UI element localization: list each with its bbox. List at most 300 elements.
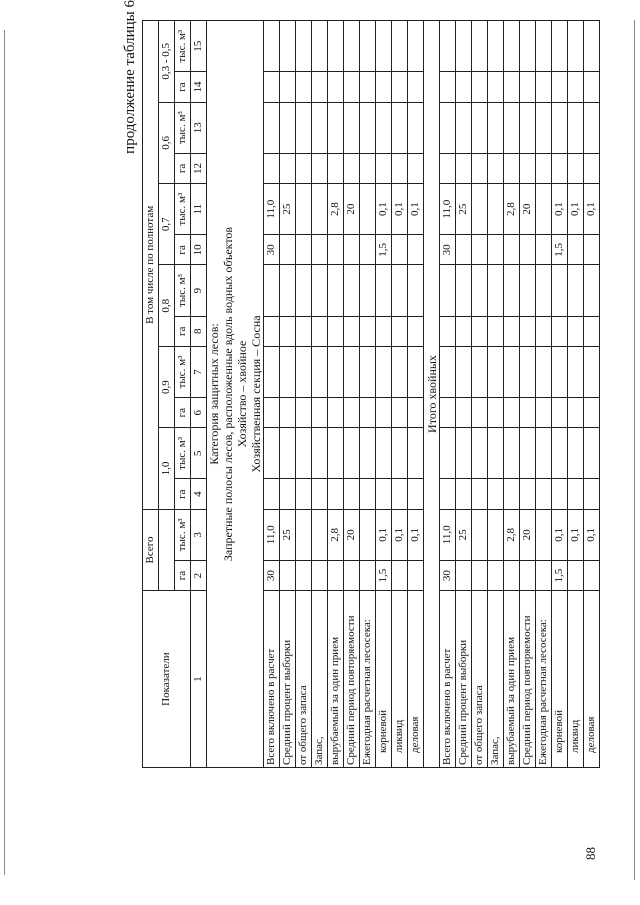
table-cell	[440, 346, 456, 397]
unit-ha: га	[175, 235, 191, 265]
table-cell	[392, 102, 408, 153]
table-cell	[536, 428, 552, 479]
col-number: 4	[191, 479, 207, 509]
table-cell	[536, 21, 552, 72]
row-label: Средний процент выборки	[456, 591, 472, 768]
table-cell	[520, 346, 536, 397]
table-cell	[408, 102, 424, 153]
cell-d07-ha	[360, 235, 376, 265]
table-row	[488, 21, 504, 768]
table-cell	[536, 153, 552, 183]
table-cell	[296, 346, 312, 397]
cell-d07-m3: 0,1	[392, 184, 408, 235]
table-cell	[280, 346, 296, 397]
cell-d07-ha	[584, 235, 600, 265]
table-row	[296, 21, 312, 768]
section-line-2: Запретные полосы лесов, расположенные вдоль водных объектов	[221, 226, 235, 562]
cell-total-ha	[296, 560, 312, 590]
table-cell	[440, 316, 456, 346]
table-cell	[408, 316, 424, 346]
table-cell	[328, 72, 344, 102]
table-row	[360, 21, 376, 768]
table-cell	[568, 265, 584, 316]
table-cell	[536, 72, 552, 102]
page-number: 88	[583, 847, 598, 860]
table-row	[472, 21, 488, 768]
table-cell	[376, 21, 392, 72]
table-cell	[312, 21, 328, 72]
table-cell	[344, 153, 360, 183]
table-cell	[440, 479, 456, 509]
table-cell	[296, 21, 312, 72]
table-cell	[264, 428, 280, 479]
table-cell	[584, 102, 600, 153]
table-cell	[296, 72, 312, 102]
cell-total-m3: 2,8	[328, 509, 344, 560]
cell-total-m3	[296, 509, 312, 560]
row-label: Средний период повторяемости	[344, 591, 360, 768]
table-cell	[488, 72, 504, 102]
table-row	[280, 21, 296, 768]
table-cell	[568, 398, 584, 428]
cell-d07-m3	[360, 184, 376, 235]
table-cell	[520, 102, 536, 153]
table-cell	[584, 428, 600, 479]
table-cell	[584, 265, 600, 316]
table-cell	[456, 102, 472, 153]
cell-total-m3: 20	[520, 509, 536, 560]
table-cell	[360, 265, 376, 316]
section-header	[207, 21, 264, 768]
cell-total-m3: 20	[344, 509, 360, 560]
row-label: Ежегодная расчетная лесосека:	[360, 591, 376, 768]
cell-d07-ha	[456, 235, 472, 265]
table-cell	[536, 346, 552, 397]
table-cell	[264, 398, 280, 428]
table-cell	[504, 72, 520, 102]
table-cell	[392, 21, 408, 72]
col-number: 3	[191, 509, 207, 560]
table-cell	[360, 21, 376, 72]
cell-total-m3: 2,8	[504, 509, 520, 560]
cell-d07-ha	[568, 235, 584, 265]
table-cell	[504, 346, 520, 397]
cell-total-ha	[504, 560, 520, 590]
cell-total-m3	[488, 509, 504, 560]
unit-m3: тыс. м³	[175, 428, 191, 479]
table-cell	[312, 153, 328, 183]
cell-d07-ha: 30	[440, 235, 456, 265]
cell-d07-ha	[488, 235, 504, 265]
col-number: 7	[191, 346, 207, 397]
table-cell	[328, 21, 344, 72]
table-cell	[520, 153, 536, 183]
table-cell	[344, 102, 360, 153]
cell-total-m3: 0,1	[552, 509, 568, 560]
table-row	[504, 21, 520, 768]
table-cell	[376, 346, 392, 397]
cell-d07-m3	[312, 184, 328, 235]
table-cell	[568, 21, 584, 72]
subtotal-header: Итого хвойных	[424, 21, 440, 768]
table-cell	[456, 153, 472, 183]
table-cell	[408, 153, 424, 183]
table-cell	[344, 72, 360, 102]
header-density-6: 0,3 - 0,5	[159, 21, 175, 103]
table-cell	[488, 102, 504, 153]
cell-d07-m3: 25	[280, 184, 296, 235]
rotated-page	[120, 0, 640, 790]
cell-total-ha	[584, 560, 600, 590]
cell-d07-m3	[536, 184, 552, 235]
table-cell	[328, 102, 344, 153]
row-label: от общего запаса	[296, 591, 312, 768]
table-cell	[392, 153, 408, 183]
cell-d07-ha	[408, 235, 424, 265]
table-cell	[280, 102, 296, 153]
table-cell	[328, 316, 344, 346]
table-cell	[312, 72, 328, 102]
table-row	[584, 21, 600, 768]
cell-d07-ha: 1,5	[376, 235, 392, 265]
cell-d07-m3: 2,8	[328, 184, 344, 235]
cell-total-ha	[360, 560, 376, 590]
cell-total-ha	[312, 560, 328, 590]
cell-d07-ha	[296, 235, 312, 265]
row-label: Всего включено в расчет	[264, 591, 280, 768]
table-cell	[488, 21, 504, 72]
cell-d07-m3: 20	[344, 184, 360, 235]
table-cell	[408, 21, 424, 72]
table-cell	[552, 346, 568, 397]
col-number: 2	[191, 560, 207, 590]
table-cell	[520, 428, 536, 479]
table-cell	[296, 102, 312, 153]
cell-total-ha: 30	[440, 560, 456, 590]
cell-total-m3	[360, 509, 376, 560]
section-line-1: Категория защитных лесов:	[207, 323, 221, 465]
cell-total-ha	[408, 560, 424, 590]
row-label: ликвид	[392, 591, 408, 768]
table-cell	[360, 316, 376, 346]
table-cell	[440, 265, 456, 316]
col-number: 9	[191, 265, 207, 316]
cell-d07-m3: 25	[456, 184, 472, 235]
table-cell	[552, 21, 568, 72]
table-cell	[312, 102, 328, 153]
row-label: от общего запаса	[472, 591, 488, 768]
table-cell	[264, 479, 280, 509]
cell-d07-ha	[312, 235, 328, 265]
table-cell	[552, 316, 568, 346]
table-row	[552, 21, 568, 768]
table-cell	[536, 316, 552, 346]
table-cell	[584, 346, 600, 397]
unit-ha: га	[175, 153, 191, 183]
table-cell	[296, 316, 312, 346]
header-density-1: 1,0	[159, 428, 175, 509]
cell-total-ha: 30	[264, 560, 280, 590]
header-density-2: 0,9	[159, 346, 175, 427]
table-cell	[280, 316, 296, 346]
table-cell	[392, 316, 408, 346]
table-cell	[552, 153, 568, 183]
table-cell	[296, 265, 312, 316]
table-cell	[584, 21, 600, 72]
table-cell	[552, 398, 568, 428]
table-cell	[456, 72, 472, 102]
table-cell	[312, 316, 328, 346]
table-cell	[392, 346, 408, 397]
header-density-4: 0,7	[159, 184, 175, 265]
table-cell	[376, 398, 392, 428]
table-cell	[360, 102, 376, 153]
table-cell	[344, 316, 360, 346]
cell-total-ha	[520, 560, 536, 590]
table-cell	[328, 153, 344, 183]
table-cell	[344, 265, 360, 316]
header-by-density: В том числе по полнотам	[143, 21, 159, 510]
cell-total-m3	[312, 509, 328, 560]
table-cell	[440, 72, 456, 102]
table-cell	[488, 398, 504, 428]
section-line-4: Хозяйственная секция – Сосна	[249, 315, 263, 473]
row-label: ликвид	[568, 591, 584, 768]
table-cell	[520, 398, 536, 428]
cell-total-m3	[536, 509, 552, 560]
table-cell	[536, 479, 552, 509]
table-cell	[328, 346, 344, 397]
table-cell	[584, 479, 600, 509]
table-cell	[264, 153, 280, 183]
table-cell	[408, 346, 424, 397]
cell-total-m3: 25	[280, 509, 296, 560]
cell-total-m3: 0,1	[392, 509, 408, 560]
table-cell	[360, 72, 376, 102]
table-cell	[296, 479, 312, 509]
table-cell	[456, 21, 472, 72]
col-number: 12	[191, 153, 207, 183]
col-number: 15	[191, 21, 207, 72]
table-cell	[376, 72, 392, 102]
table-cell	[344, 21, 360, 72]
table-row	[328, 21, 344, 768]
table-cell	[312, 428, 328, 479]
table-cell	[504, 316, 520, 346]
table-cell	[392, 428, 408, 479]
table-cell	[520, 265, 536, 316]
cell-d07-m3: 0,1	[376, 184, 392, 235]
unit-m3: тыс. м³	[175, 509, 191, 560]
cell-total-m3: 11,0	[264, 509, 280, 560]
forest-table	[142, 20, 600, 768]
row-label: корневой	[552, 591, 568, 768]
table-cell	[264, 316, 280, 346]
table-row	[344, 21, 360, 768]
row-label: вырубаемый за один прием	[328, 591, 344, 768]
unit-m3: тыс. м³	[175, 346, 191, 397]
table-cell	[472, 316, 488, 346]
table-cell	[568, 346, 584, 397]
cell-d07-ha	[280, 235, 296, 265]
table-cell	[488, 265, 504, 316]
cell-total-ha	[456, 560, 472, 590]
table-cell	[344, 479, 360, 509]
table-cell	[456, 346, 472, 397]
table-cell	[360, 153, 376, 183]
table-cell	[280, 428, 296, 479]
unit-ha: га	[175, 316, 191, 346]
table-cell	[376, 102, 392, 153]
cell-d07-m3: 2,8	[504, 184, 520, 235]
table-cell	[264, 102, 280, 153]
table-cell	[280, 21, 296, 72]
row-label: вырубаемый за один прием	[504, 591, 520, 768]
cell-d07-ha	[472, 235, 488, 265]
row-label: деловая	[408, 591, 424, 768]
cell-total-m3: 25	[456, 509, 472, 560]
table-cell	[504, 479, 520, 509]
table-cell	[488, 346, 504, 397]
table-cell	[520, 72, 536, 102]
unit-ha: га	[175, 479, 191, 509]
table-cell	[568, 479, 584, 509]
table-row	[440, 21, 456, 768]
table-row	[568, 21, 584, 768]
table-cell	[328, 428, 344, 479]
cell-d07-m3: 11,0	[264, 184, 280, 235]
table-cell	[264, 346, 280, 397]
table-cell	[584, 316, 600, 346]
table-cell	[312, 346, 328, 397]
table-cell	[264, 265, 280, 316]
table-cell	[504, 21, 520, 72]
table-cell	[552, 265, 568, 316]
unit-ha: га	[175, 398, 191, 428]
table-cell	[584, 398, 600, 428]
cell-d07-ha: 30	[264, 235, 280, 265]
table-cell	[280, 479, 296, 509]
cell-total-m3: 11,0	[440, 509, 456, 560]
table-cell	[472, 398, 488, 428]
cell-d07-ha	[392, 235, 408, 265]
table-cell	[472, 428, 488, 479]
column-numbers-row	[191, 21, 207, 768]
table-cell	[392, 265, 408, 316]
table-cell	[456, 398, 472, 428]
table-cell	[280, 265, 296, 316]
table-cell	[376, 428, 392, 479]
table-cell	[440, 153, 456, 183]
cell-d07-m3: 11,0	[440, 184, 456, 235]
table-cell	[552, 479, 568, 509]
table-row	[376, 21, 392, 768]
table-cell	[504, 428, 520, 479]
cell-total-ha: 1,5	[376, 560, 392, 590]
table-cell	[360, 346, 376, 397]
table-row	[264, 21, 280, 768]
unit-ha: га	[175, 560, 191, 590]
table-cell	[472, 153, 488, 183]
table-cell	[504, 398, 520, 428]
row-label: корневой	[376, 591, 392, 768]
row-label: Средний процент выборки	[280, 591, 296, 768]
continuation-title: продолжение таблицы 6	[122, 0, 138, 154]
table-cell	[392, 72, 408, 102]
cell-d07-ha	[328, 235, 344, 265]
cell-d07-m3: 0,1	[568, 184, 584, 235]
table-cell	[376, 265, 392, 316]
table-cell	[312, 398, 328, 428]
table-row	[536, 21, 552, 768]
col-number: 5	[191, 428, 207, 479]
cell-total-ha	[280, 560, 296, 590]
table-cell	[280, 153, 296, 183]
table-cell	[312, 265, 328, 316]
table-cell	[456, 479, 472, 509]
cell-d07-ha	[504, 235, 520, 265]
col-number: 13	[191, 102, 207, 153]
unit-m3: тыс. м³	[175, 102, 191, 153]
cell-total-ha	[344, 560, 360, 590]
table-cell	[328, 398, 344, 428]
table-cell	[488, 428, 504, 479]
cell-total-ha	[488, 560, 504, 590]
cell-d07-ha	[536, 235, 552, 265]
table-cell	[568, 102, 584, 153]
table-cell	[520, 316, 536, 346]
table-cell	[472, 265, 488, 316]
table-cell	[328, 479, 344, 509]
table-cell	[376, 479, 392, 509]
cell-total-m3: 0,1	[568, 509, 584, 560]
table-cell	[264, 21, 280, 72]
cell-d07-m3: 0,1	[584, 184, 600, 235]
table-cell	[584, 72, 600, 102]
cell-total-ha	[392, 560, 408, 590]
unit-m3: тыс. м³	[175, 184, 191, 235]
col-number: 14	[191, 72, 207, 102]
cell-d07-ha	[344, 235, 360, 265]
col-number: 8	[191, 316, 207, 346]
row-label: деловая	[584, 591, 600, 768]
table-cell	[488, 316, 504, 346]
col-number: 10	[191, 235, 207, 265]
table-cell	[280, 398, 296, 428]
header-indicators: Показатели	[143, 591, 191, 768]
table-cell	[408, 72, 424, 102]
table-cell	[376, 316, 392, 346]
table-cell	[520, 479, 536, 509]
table-cell	[360, 398, 376, 428]
table-cell	[264, 72, 280, 102]
cell-total-ha: 1,5	[552, 560, 568, 590]
section-line-3: Хозяйство – хвойное	[235, 340, 249, 448]
row-label: Запас,	[312, 591, 328, 768]
table-cell	[408, 265, 424, 316]
table-cell	[408, 479, 424, 509]
row-label: Средний период повторяемости	[520, 591, 536, 768]
header-density-3: 0,8	[159, 265, 175, 346]
cell-d07-m3	[296, 184, 312, 235]
table-cell	[456, 316, 472, 346]
unit-m3: тыс. м³	[175, 21, 191, 72]
header-total: Всего	[143, 509, 159, 590]
cell-d07-m3: 20	[520, 184, 536, 235]
table-cell	[440, 428, 456, 479]
table-cell	[568, 428, 584, 479]
row-label: Запас,	[488, 591, 504, 768]
